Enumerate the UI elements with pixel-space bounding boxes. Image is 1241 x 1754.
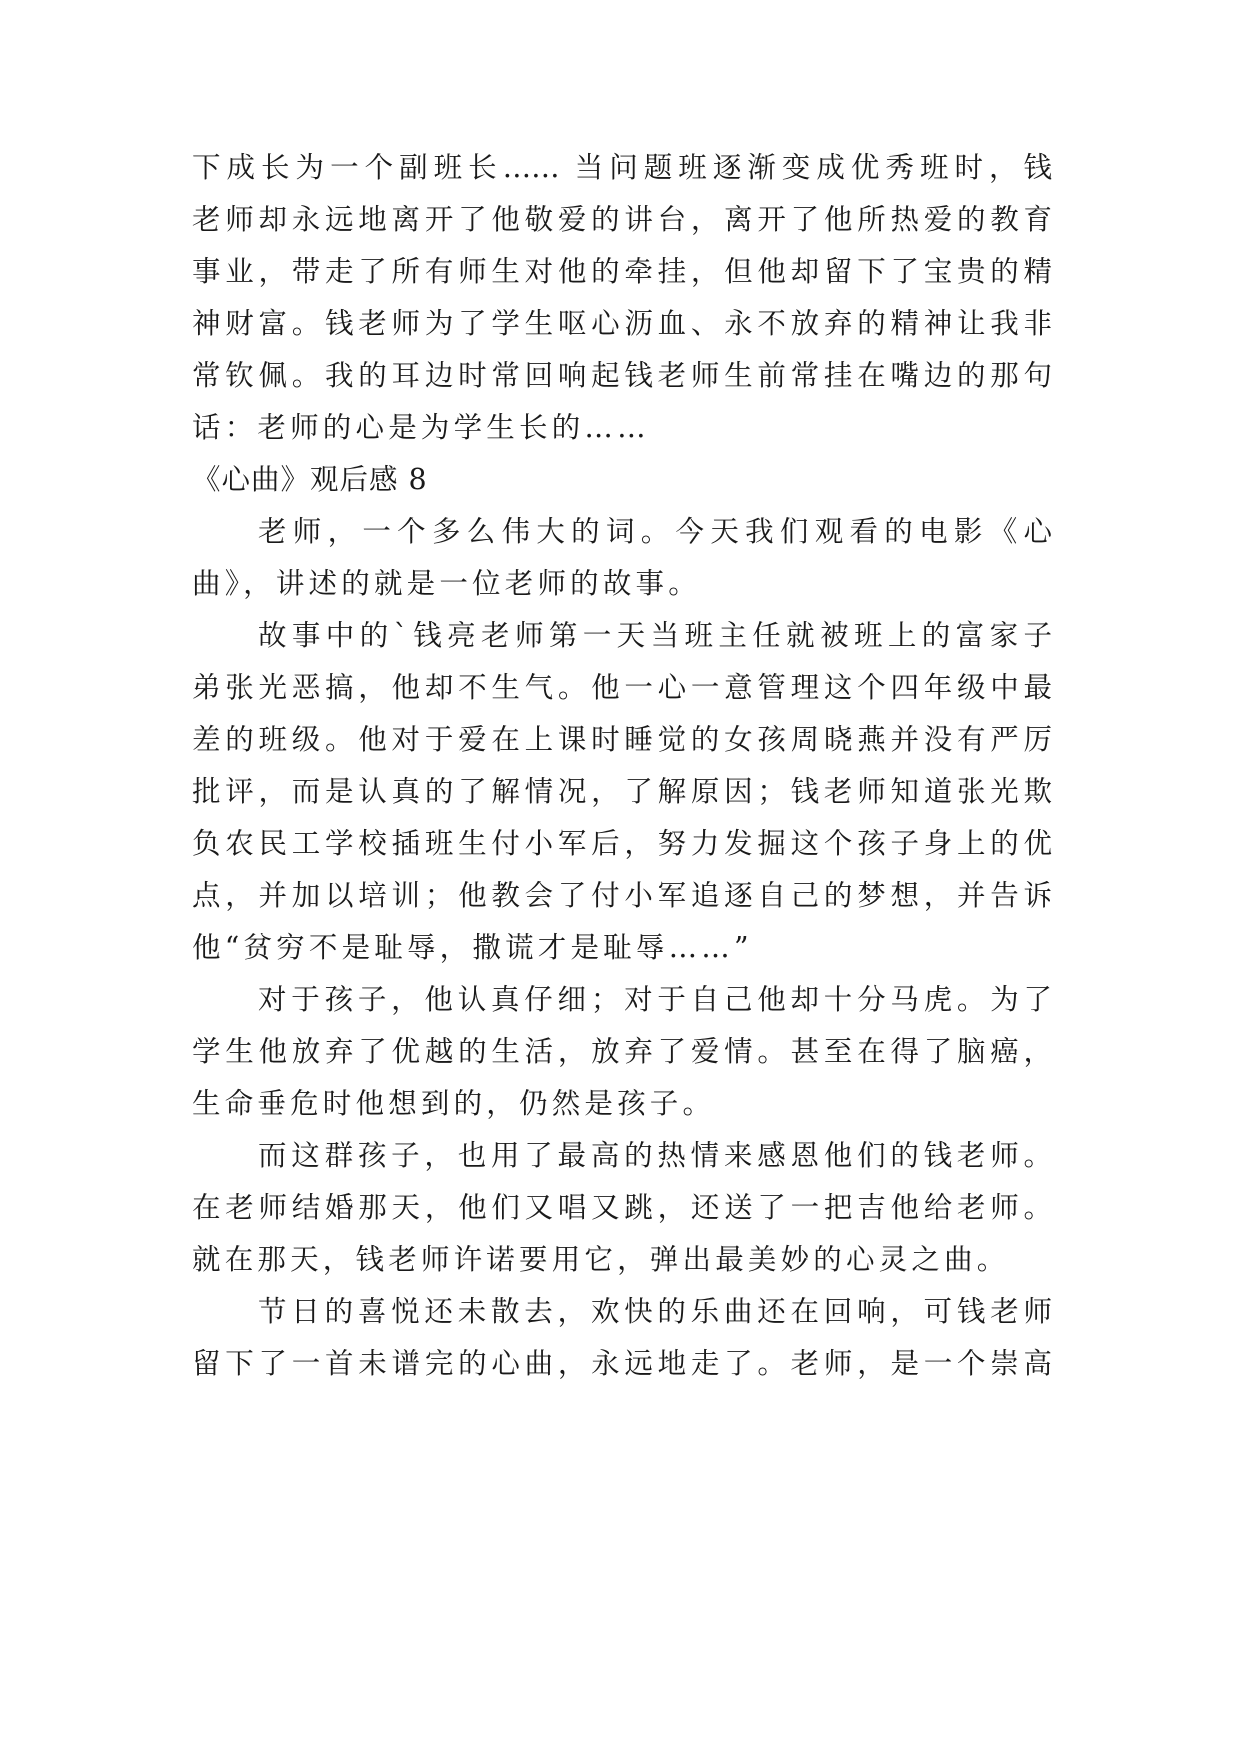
text-line: 老师却永远地离开了他敬爱的讲台，离开了他所热爱的教育 <box>192 203 1052 236</box>
paragraph-first-line: 节日的喜悦还未散去，欢快的乐曲还在回响，可钱老师 <box>258 1295 1052 1328</box>
text-line: 弟张光恶搞，他却不生气。他一心一意管理这个四年级中最 <box>192 671 1052 704</box>
text-line: 曲》，讲述的就是一位老师的故事。 <box>192 567 701 600</box>
text-line: 话：老师的心是为学生长的…… <box>192 411 650 444</box>
text-line: 差的班级。他对于爱在上课时睡觉的女孩周晓燕并没有严厉 <box>192 723 1052 756</box>
text-line: 生命垂危时他想到的，仍然是孩子。 <box>192 1087 716 1120</box>
text-line: 常钦佩。我的耳边时常回响起钱老师生前常挂在嘴边的那句 <box>192 359 1052 392</box>
text-line: 下成长为一个副班长…… 当问题班逐渐变成优秀班时，钱 <box>192 151 1052 184</box>
text-line: 在老师结婚那天，他们又唱又跳，还送了一把吉他给老师。 <box>192 1191 1052 1224</box>
text-line: 就在那天，钱老师许诺要用它，弹出最美妙的心灵之曲。 <box>192 1243 1010 1276</box>
section-heading: 《心曲》观后感 8 <box>192 463 428 496</box>
paragraph-first-line: 而这群孩子，也用了最高的热情来感恩他们的钱老师。 <box>258 1139 1052 1172</box>
text-line: 学生他放弃了优越的生活，放弃了爱情。甚至在得了脑癌， <box>192 1035 1052 1068</box>
text-line: 负农民工学校插班生付小军后，努力发掘这个孩子身上的优 <box>192 827 1052 860</box>
text-line: 事业，带走了所有师生对他的牵挂，但他却留下了宝贵的精 <box>192 255 1052 288</box>
text-line: 批评，而是认真的了解情况，了解原因；钱老师知道张光欺 <box>192 775 1052 808</box>
text-line: 留下了一首未谱完的心曲，永远地走了。老师，是一个崇高 <box>192 1347 1052 1380</box>
paragraph-first-line: 对于孩子，他认真仔细；对于自己他却十分马虎。为了 <box>258 983 1052 1016</box>
paragraph-first-line: 老师，一个多么伟大的词。今天我们观看的电影《心 <box>258 515 1052 548</box>
text-line: 他“贫穷不是耻辱，撒谎才是耻辱……” <box>192 931 753 964</box>
text-line: 神财富。钱老师为了学生呕心沥血、永不放弃的精神让我非 <box>192 307 1052 340</box>
paragraph-first-line: 故事中的`钱亮老师第一天当班主任就被班上的富家子 <box>258 619 1052 652</box>
text-line: 点，并加以培训；他教会了付小军追逐自己的梦想，并告诉 <box>192 879 1052 912</box>
